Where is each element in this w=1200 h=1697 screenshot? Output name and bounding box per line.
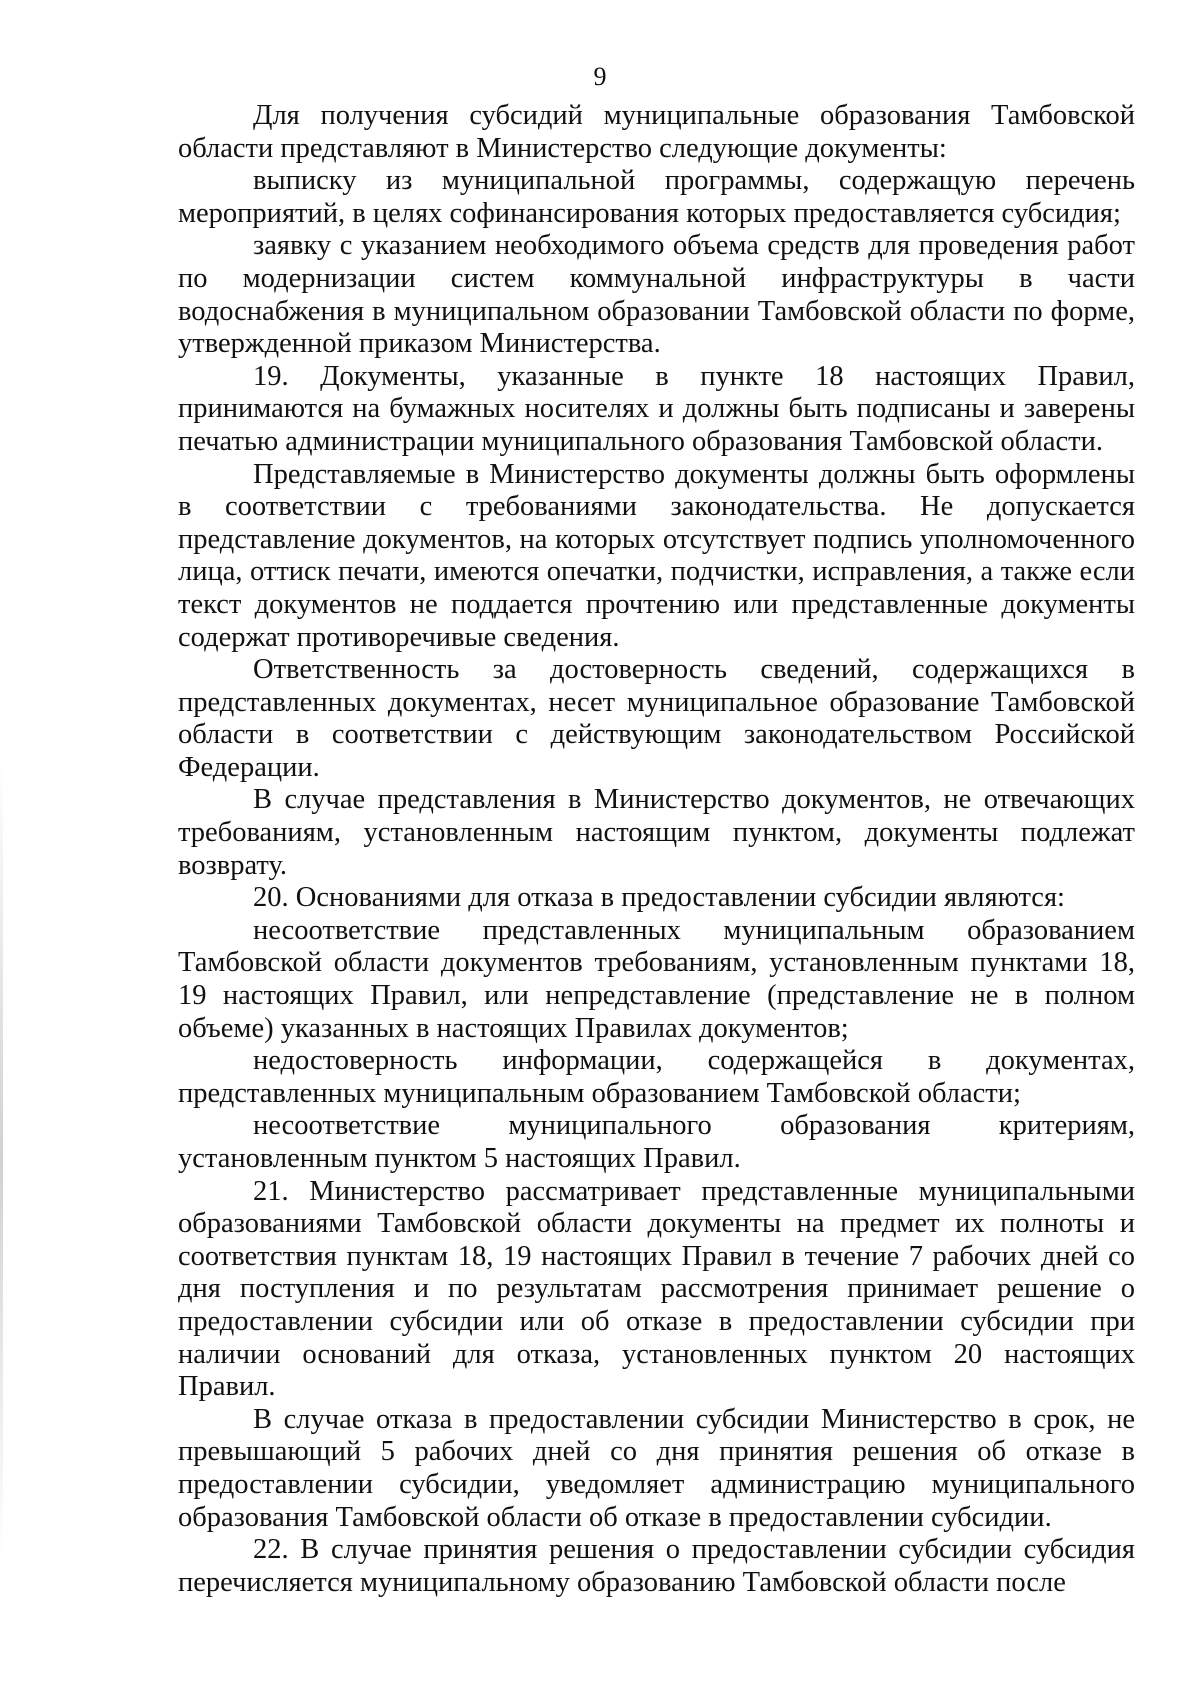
page-number: 9 xyxy=(593,62,607,91)
paragraph-item-22: 22. В случае принятия решения о предоставлении субсидии субсидия перечисляется муниципальному образованию Тамбовской области после xyxy=(178,1534,1135,1598)
paragraph-item-20: 20. Основаниями для отказа в предоставлении субсидии являются: xyxy=(253,882,1065,914)
paragraph-return-documents: В случае представления в Министерство документов, не отвечающих требованиям, установленным настоящим пунктом, документы подлежат возврату. xyxy=(178,784,1135,881)
scan-edge-shadow xyxy=(0,760,3,1560)
paragraph-refusal-notice: В случае отказа в предоставлении субсидии Министерство в срок, не превышающий 5 рабочих дней со дня принятия решения об отказе в предоставлении субсидии, уведомляет администрацию муниципального образования Тамбовской области об отказе в предоставлении субсидии. xyxy=(178,1403,1135,1533)
paragraph-documents-intro: Для получения субсидий муниципальные образования Тамбовской области представляют в Министерство следующие документы: xyxy=(178,100,1135,164)
paragraph-item-21: 21. Министерство рассматривает представленные муниципальными образованиями Тамбовской области документы на предмет их полноты и соответствия пунктам 18, 19 настоящих Правил в течение 7 рабочих дней со дня поступления и по результатам рассмотрения принимает решение о предоставлении субсидии или об отказе в предоставлении субсидии при наличии оснований для отказа, установленных пунктом 20 настоящих Правил. xyxy=(178,1175,1135,1403)
paragraph-refusal-reason-1: несоответствие представленных муниципальным образованием Тамбовской области документов требованиям, установленным пунктами 18, 19 настоящих Правил, или непредставление (представление не в полном объеме) указанных в настоящих Правилах документов; xyxy=(178,914,1135,1044)
paragraph-responsibility: Ответственность за достоверность сведений, содержащихся в представленных документах, несет муниципальное образование Тамбовской области в соответствии с действующим законодательством Российской Федерации. xyxy=(178,654,1135,783)
paragraph-refusal-reason-2: недостоверность информации, содержащейся в документах, представленных муниципальным образованием Тамбовской области; xyxy=(178,1045,1135,1109)
paragraph-program-extract: выписку из муниципальной программы, содержащую перечень мероприятий, в целях софинансирования которых предоставляется субсидия; xyxy=(178,165,1135,229)
document-body xyxy=(178,100,1135,1599)
paragraph-item-19: 19. Документы, указанные в пункте 18 настоящих Правил, принимаются на бумажных носителях и должны быть подписаны и заверены печатью администрации муниципального образования Тамбовской области. xyxy=(178,360,1135,457)
paragraph-application: заявку с указанием необходимого объема средств для проведения работ по модернизации систем коммунальной инфраструктуры в части водоснабжения в муниципальном образовании Тамбовской области по форме, утвержденной приказом Министерства. xyxy=(178,230,1135,360)
paragraph-document-requirements: Представляемые в Министерство документы должны быть оформлены в соответствии с требованиями законодательства. Не допускается представление документов, на которых отсутствует подпись уполномоченного лица, оттиск печати, имеются опечатки, подчистки, исправления, а также если текст документов не поддается прочтению или представленные документы содержат противоречивые сведения. xyxy=(178,458,1135,653)
paragraph-refusal-reason-3: несоответствие муниципального образования критериям, установленным пунктом 5 настоящих Правил. xyxy=(178,1110,1135,1174)
